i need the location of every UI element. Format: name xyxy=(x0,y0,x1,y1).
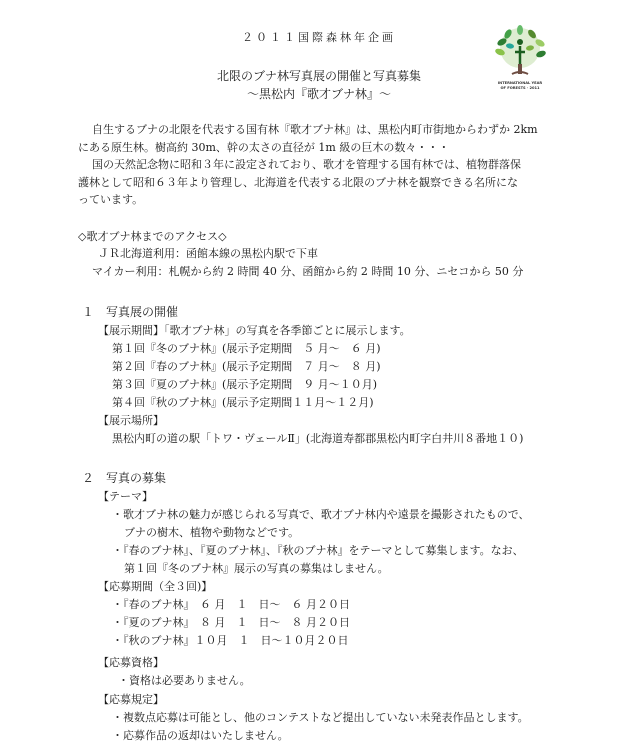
svg-text:INTERNATIONAL YEAR: INTERNATIONAL YEAR xyxy=(497,81,543,85)
theme-line: ・歌才ブナ林の魅力が感じられる写真で、歌才ブナ林内や遠景を撮影されたもので、 xyxy=(112,508,530,521)
document-title: 北限のブナ林写真展の開催と写真募集 xyxy=(216,69,421,83)
access-jr: ＪＲ北海道利用：函館本線の黒松内駅で下車 xyxy=(98,247,318,260)
section-1-heading: １ 写真展の開催 xyxy=(82,305,179,319)
svg-text:OF FORESTS · 2011: OF FORESTS · 2011 xyxy=(500,86,540,90)
international-year-of-forests-logo xyxy=(490,24,550,100)
header-top-label: ２０１１国際森林年企画 xyxy=(242,31,396,44)
intro-line-4: 護林として昭和６３年より管理し、北海道を代表する北限のブナ林を観察できる名所にな xyxy=(78,176,518,189)
exhibit-item: 第３回『夏のブナ林』(展示予定期間 ９ 月～１０月) xyxy=(112,378,378,391)
document-subtitle: ～黒松内『歌才ブナ林』～ xyxy=(246,87,391,101)
apply-period: ・『秋のブナ林』１０月 １ 日～１０月２０日 xyxy=(112,634,349,647)
theme-line: ・『春のブナ林』、『夏のブナ林』、『秋のブナ林』をテーマとして募集します。なお、 xyxy=(112,544,524,557)
apply-period: ・『春のブナ林』 ６ 月 １ 日～ ６ 月２０日 xyxy=(112,598,350,611)
rule-item: ・応募作品の返却はいたしません。 xyxy=(112,729,289,742)
theme-label: 【テーマ】 xyxy=(98,490,153,503)
intro-line-5: っています。 xyxy=(78,193,144,206)
theme-line: 第１回『冬のブナ林』展示の写真の募集はしません。 xyxy=(124,562,389,575)
access-heading: ◇歌才ブナ林までのアクセス◇ xyxy=(78,230,227,243)
exhibit-item: 第４回『秋のブナ林』(展示予定期間１１月～１２月) xyxy=(112,396,374,409)
intro-line-1: 自生するブナの北限を代表する国有林『歌才ブナ林』は、黒松内町市街地からわずか 2km xyxy=(92,123,538,136)
exhibit-place-label: 【展示場所】 xyxy=(98,414,164,427)
eligibility-label: 【応募資格】 xyxy=(98,656,164,669)
apply-period: ・『夏のブナ林』 ８ 月 １ 日～ ８ 月２０日 xyxy=(112,616,350,629)
exhibit-period-label: 【展示期間】「歌才ブナ林」の写真を各季節ごとに展示します。 xyxy=(98,324,411,337)
exhibit-place: 黒松内町の道の駅「トワ・ヴェールⅡ」(北海道寿都郡黒松内町字白井川８番地１０) xyxy=(112,432,524,445)
intro-line-2: にある原生林。樹高約 30m、幹の太さの直径が 1m 級の巨木の数々・・・ xyxy=(78,141,450,154)
rule-item: ・複数点応募は可能とし、他のコンテストなど提出していない未発表作品とします。 xyxy=(112,711,529,724)
exhibit-item: 第２回『春のブナ林』(展示予定期間 ７ 月～ ８ 月) xyxy=(112,360,381,373)
section-2-heading: ２ 写真の募集 xyxy=(82,471,167,485)
theme-line: ブナの樹木、植物や動物などです。 xyxy=(124,526,300,539)
apply-period-label: 【応募期間（全３回)】 xyxy=(98,580,213,593)
intro-line-3: 国の天然記念物に昭和３年に設定されており、歌才を管理する国有林では、植物群落保 xyxy=(92,158,521,171)
access-car: マイカー利用：札幌から約 2 時間 40 分、函館から約 2 時間 10 分、ニセコから 50 分 xyxy=(92,265,524,278)
rules-label: 【応募規定】 xyxy=(98,693,164,706)
eligibility-text: ・資格は必要ありません。 xyxy=(118,674,251,687)
exhibit-item: 第１回『冬のブナ林』(展示予定期間 ５ 月～ ６ 月) xyxy=(112,342,381,355)
